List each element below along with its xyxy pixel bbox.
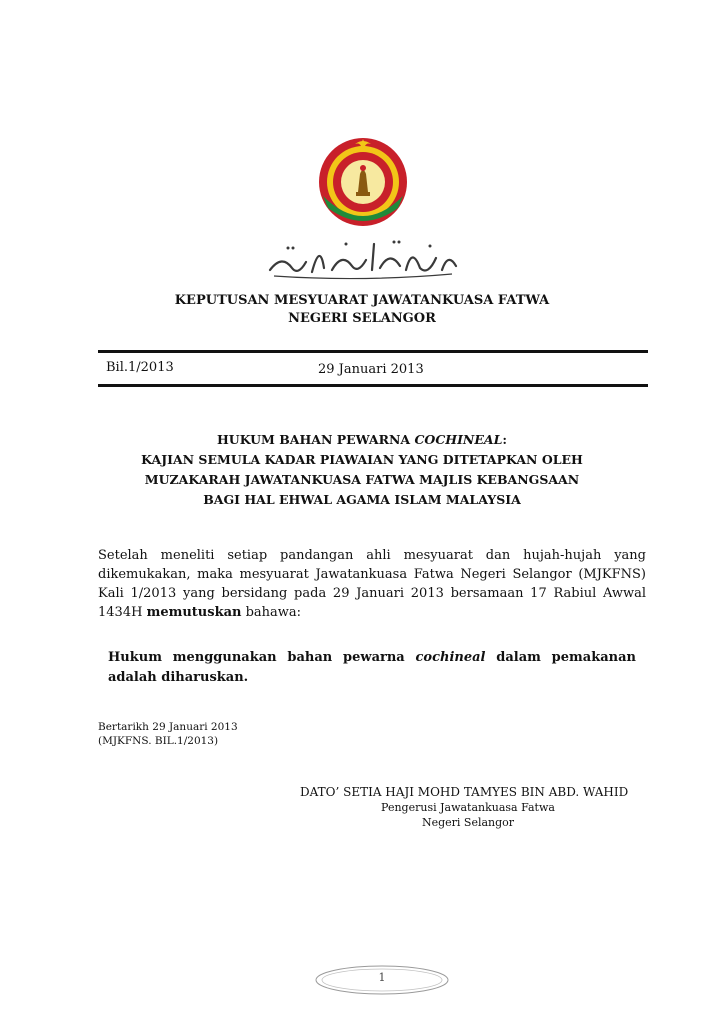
signatory-role-line-1: Pengerusi Jawatankuasa Fatwa [381, 801, 555, 814]
reference-number: Bil.1/2013 [106, 360, 174, 375]
subject-heading [0, 430, 724, 510]
title-line-1: KEPUTUSAN MESYUARAT JAWATANKUASA FATWA [174, 293, 550, 308]
document-title [0, 292, 724, 328]
top-rule [98, 350, 648, 353]
signatory-role-line-2: Negeri Selangor [421, 816, 515, 829]
signatory-role [0, 800, 724, 830]
bottom-rule [98, 384, 648, 387]
subject-line-4: BAGI HAL EHWAL AGAMA ISLAM MALAYSIA [203, 492, 521, 507]
title-line-2: NEGERI SELANGOR [288, 311, 436, 326]
decision-paragraph: Setelah meneliti setiap pandangan ahli mesyuarat dan hujah-hujah yang dikemukakan, maka mesyuarat Jawatankuasa Fatwa Negeri Selangor (MJKFNS) Kali 1/2013 yang bersidang pada 29 Januari 2013 bersamaan 17 Rabiul Awwal 1434H memutuskan bahawa: [98, 548, 646, 620]
subject-line-2: KAJIAN SEMULA KADAR PIAWAIAN YANG DITETAPKAN OLEH [141, 452, 583, 467]
jawi-calligraphy-logo [262, 232, 462, 282]
mufti-selangor-emblem-icon [318, 136, 408, 228]
dated-line: Bertarikh 29 Januari 2013 [98, 721, 238, 733]
subject-line-3: MUZAKARAH JAWATANKUASA FATWA MAJLIS KEBANGSAAN [144, 472, 580, 487]
fatwa-ruling: Hukum menggunakan bahan pewarna cochineal dalam pemakanan adalah diharuskan. [108, 650, 636, 685]
dated-block [98, 720, 238, 748]
meeting-date: 29 Januari 2013 [318, 362, 424, 377]
subject-line-1: HUKUM BAHAN PEWARNA COCHINEAL: [216, 432, 507, 447]
page-number: 1 [378, 971, 386, 984]
page-number-badge [312, 962, 452, 998]
reference-line: (MJKFNS. BIL.1/2013) [98, 735, 219, 747]
signatory-name: DATO’ SETIA HAJI MOHD TAMYES BIN ABD. WAHID [300, 785, 629, 799]
